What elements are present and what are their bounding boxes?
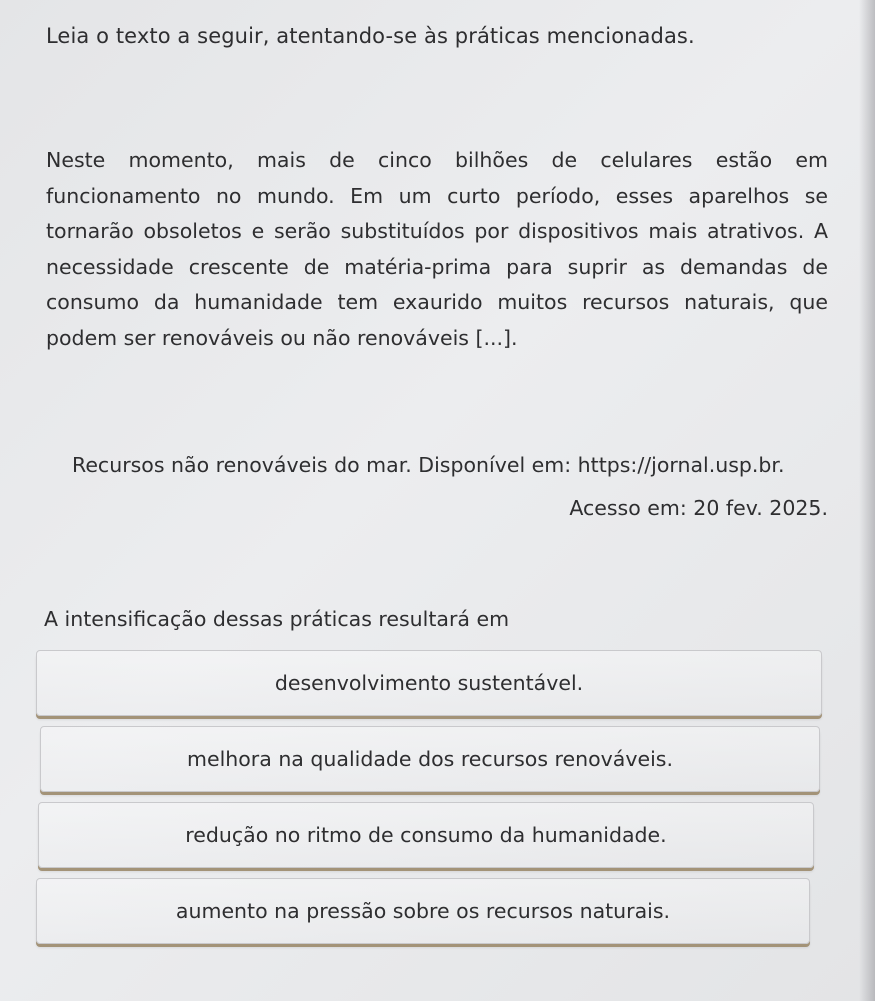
answer-option-label: aumento na pressão sobre os recursos naturais. — [175, 899, 671, 923]
answer-option-c[interactable] — [38, 802, 814, 868]
answer-option-label: redução no ritmo de consumo da humanidade. — [185, 823, 667, 847]
answer-option-label: desenvolvimento sustentável. — [274, 671, 584, 695]
answer-option-b[interactable] — [40, 726, 820, 792]
instruction-text: Leia o texto a seguir, atentando-se às práticas mencionadas. — [46, 24, 695, 48]
source-citation: Recursos não renováveis do mar. Disponível em: https://jornal.usp.br. — [72, 453, 785, 477]
answer-options — [36, 650, 822, 954]
reading-passage: Neste momento, mais de cinco bilhões de celulares estão em funcionamento no mundo. Em um curto período, esses aparelhos se tornarão obsoletos e serão substituídos por dispositivos mais atrativos. A necessidade crescente de matéria-prima para suprir as demandas de consumo da humanidade tem exaurido muitos recursos naturais, que podem ser renováveis ou não renováveis [...]. — [46, 148, 828, 350]
source-access-date: Acesso em: 20 fev. 2025. — [569, 496, 828, 520]
question-prompt: A intensificação dessas práticas resultará em — [44, 607, 510, 631]
answer-option-label: melhora na qualidade dos recursos renováveis. — [187, 747, 673, 771]
answer-option-d[interactable] — [36, 878, 810, 944]
screen-edge-shadow — [859, 0, 875, 1001]
answer-option-a[interactable] — [36, 650, 822, 716]
